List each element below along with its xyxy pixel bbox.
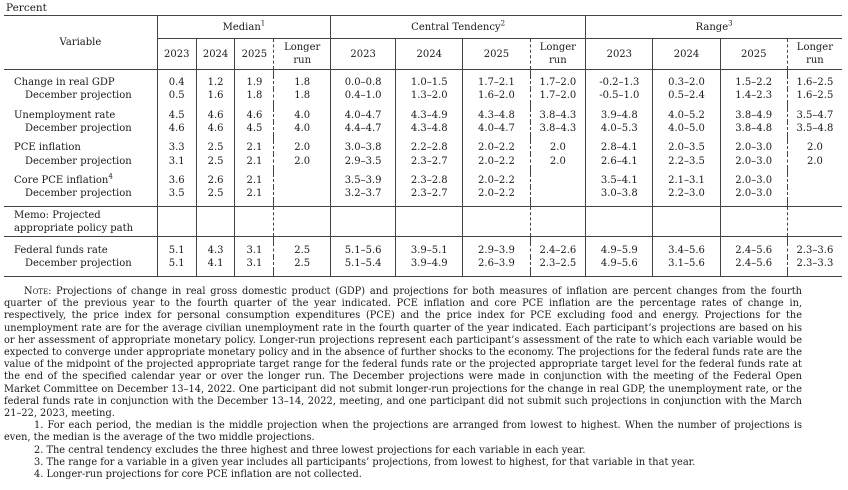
- longer-run-label: Longer: [796, 42, 833, 53]
- value-cell: 4.6: [235, 109, 274, 122]
- longer-run-label: Longer: [284, 42, 321, 53]
- range-year-header-1: 2024: [653, 39, 720, 70]
- value-cell: 3.5–3.9: [331, 174, 396, 187]
- value-cell: 1.0–1.5: [396, 76, 463, 89]
- value-cell: 2.2–3.5: [653, 154, 720, 167]
- value-cell: 5.1: [157, 257, 196, 270]
- value-cell: 4.3–4.8: [463, 109, 530, 122]
- value-cell: 1.3–2.0: [396, 89, 463, 102]
- value-cell: 2.8–4.1: [586, 141, 653, 154]
- note-paragraph: Note: Projections of change in real gross domestic product (GDP) and projections for both measures of inflation are percent changes from the fourth quarter of the previous year to the fourth quarter of the year indicated. PCE inflation and core PCE inflation are the percentage rates of change in, respectively, the price index for personal consumption expenditures (PCE) and the price index for PCE excluding food and energy. Projections for the unemployment rate are for the average civilian unemployment rate in the fourth quarter of the year indicated. Each participant’s projections are based on his or her assessment of appropriate monetary policy. Longer-run projections represent each participant’s assessment of the rate to which each variable would be expected to converge under appropriate monetary policy and in the absence of further shocks to the economy. The projections for the federal funds rate are the value of the midpoint of the projected appropriate target range for the federal funds rate or the projected appropriate target level for the federal funds rate at the end of the specified calendar year or over the longer run. The December projections were made in conjunction with the meeting of the Federal Open Market Committee on December 13–14, 2022. One participant did not submit longer-run projections for the change in real GDP, the unemployment rate, or the federal funds rate in conjunction with the December 13–14, 2022, meeting, and one participant did not submit such projections in conjunction with the March 21–22, 2023, meeting.: [4, 286, 802, 420]
- value-cell: [787, 174, 842, 187]
- value-cell: 2.2–2.8: [396, 141, 463, 154]
- value-cell: 3.8–4.8: [720, 122, 787, 135]
- value-cell: 3.8–4.9: [720, 109, 787, 122]
- memo-label: Memo: Projected appropriate policy path: [4, 207, 157, 237]
- value-cell: 2.0: [530, 154, 586, 167]
- notes-section: [4, 286, 802, 481]
- value-cell: 1.5–2.2: [720, 76, 787, 89]
- median-header: Median$^1$: [157, 16, 330, 39]
- value-cell: 2.0–3.0: [720, 174, 787, 187]
- table-row: [4, 89, 842, 102]
- value-cell: 1.7–2.0: [530, 76, 586, 89]
- value-cell: 3.9–5.1: [396, 243, 463, 256]
- table-row: [4, 243, 842, 256]
- value-cell: 2.5: [274, 257, 331, 270]
- value-cell: 3.8–4.3: [530, 122, 586, 135]
- value-cell: 2.4–5.6: [720, 257, 787, 270]
- longer-run-label-2: run: [549, 55, 567, 66]
- unit-label: Percent: [6, 2, 47, 14]
- value-cell: 4.9–5.6: [586, 257, 653, 270]
- value-cell: 3.1: [235, 257, 274, 270]
- value-cell: 4.6: [196, 109, 235, 122]
- value-cell: [530, 174, 586, 187]
- row-sublabel: December projection: [25, 155, 132, 167]
- table-row: [4, 154, 842, 167]
- value-cell: 1.8: [274, 76, 331, 89]
- value-cell: 2.3–3.6: [787, 243, 842, 256]
- value-cell: 4.0–5.0: [653, 122, 720, 135]
- value-cell: 2.9–3.5: [331, 154, 396, 167]
- footnote-2: 2. The central tendency excludes the three highest and three lowest projections for each variable in each year.: [34, 444, 586, 456]
- value-cell: 2.0–2.2: [463, 141, 530, 154]
- value-cell: 2.6: [196, 174, 235, 187]
- row-sublabel: December projection: [25, 257, 132, 269]
- value-cell: 4.6: [157, 122, 196, 135]
- table-row: [4, 174, 842, 187]
- value-cell: 2.0–3.5: [653, 141, 720, 154]
- value-cell: -0.2–1.3: [586, 76, 653, 89]
- value-cell: 4.3: [196, 243, 235, 256]
- ct-year-header-3: [530, 39, 586, 70]
- value-cell: 0.4–1.0: [331, 89, 396, 102]
- value-cell: 4.0: [274, 109, 331, 122]
- value-cell: 0.3–2.0: [653, 76, 720, 89]
- range-year-header-0: 2023: [586, 39, 653, 70]
- value-cell: 1.9: [235, 76, 274, 89]
- median-year-header-3: [274, 39, 331, 70]
- table-row: [4, 109, 842, 122]
- longer-run-label: Longer: [539, 42, 576, 53]
- value-cell: 2.3–2.5: [530, 257, 586, 270]
- value-cell: 4.5: [157, 109, 196, 122]
- value-cell: 3.1: [157, 154, 196, 167]
- value-cell: 2.0–2.2: [463, 187, 530, 200]
- longer-run-label-2: run: [806, 55, 824, 66]
- value-cell: 2.1–3.1: [653, 174, 720, 187]
- row-sublabel: December projection: [25, 123, 132, 135]
- footnote-3: 3. The range for a variable in a given year includes all participants’ projections, from lowest to highest, for that variable in that year.: [34, 456, 696, 468]
- median-year-header-0: 2023: [157, 39, 196, 70]
- value-cell: 2.5: [196, 187, 235, 200]
- central-tendency-header: Central Tendency$^2$: [331, 16, 586, 39]
- value-cell: 2.0–3.0: [720, 154, 787, 167]
- value-cell: 2.0–3.0: [720, 141, 787, 154]
- value-cell: 1.4–2.3: [720, 89, 787, 102]
- table-row: [4, 122, 842, 135]
- value-cell: 2.9–3.9: [463, 243, 530, 256]
- value-cell: 4.0–5.2: [653, 109, 720, 122]
- value-cell: 1.8: [274, 89, 331, 102]
- table-row: [4, 76, 842, 89]
- row-sublabel: December projection: [25, 90, 132, 102]
- value-cell: 4.0–4.7: [331, 109, 396, 122]
- value-cell: 4.3–4.8: [396, 122, 463, 135]
- range-header: Range$^3$: [586, 16, 842, 39]
- value-cell: 5.1: [157, 243, 196, 256]
- value-cell: 2.4–2.6: [530, 243, 586, 256]
- value-cell: 2.5: [196, 141, 235, 154]
- value-cell: 3.3: [157, 141, 196, 154]
- value-cell: 2.0: [787, 154, 842, 167]
- value-cell: 2.6–3.9: [463, 257, 530, 270]
- value-cell: 4.0: [274, 122, 331, 135]
- value-cell: 4.4–4.7: [331, 122, 396, 135]
- value-cell: [787, 187, 842, 200]
- table-row: [4, 141, 842, 154]
- value-cell: 3.1: [235, 243, 274, 256]
- row-sublabel: December projection: [25, 188, 132, 200]
- value-cell: 2.1: [235, 187, 274, 200]
- value-cell: 3.5–4.7: [787, 109, 842, 122]
- value-cell: 2.1: [235, 154, 274, 167]
- value-cell: 2.5: [196, 154, 235, 167]
- value-cell: 1.7–2.1: [463, 76, 530, 89]
- value-cell: 0.5: [157, 89, 196, 102]
- value-cell: 3.5–4.8: [787, 122, 842, 135]
- value-cell: 2.0–2.2: [463, 154, 530, 167]
- value-cell: 1.6: [196, 89, 235, 102]
- value-cell: [530, 187, 586, 200]
- value-cell: 3.9–4.9: [396, 257, 463, 270]
- value-cell: 3.6: [157, 174, 196, 187]
- value-cell: 4.1: [196, 257, 235, 270]
- value-cell: 2.0: [530, 141, 586, 154]
- value-cell: 1.2: [196, 76, 235, 89]
- value-cell: 2.6–4.1: [586, 154, 653, 167]
- value-cell: 1.6–2.5: [787, 89, 842, 102]
- ct-year-header-1: 2024: [396, 39, 463, 70]
- projections-table: [4, 15, 842, 277]
- value-cell: 3.5: [157, 187, 196, 200]
- value-cell: 3.5–4.1: [586, 174, 653, 187]
- table-row: [4, 187, 842, 200]
- value-cell: 0.4: [157, 76, 196, 89]
- footnote-1: 1. For each period, the median is the middle projection when the projections are arranged from lowest to highest. When the number of projections is even, the median is the average of the two middle projections.: [4, 420, 802, 444]
- variable-header: Variable: [4, 16, 157, 70]
- value-cell: 2.0–2.2: [463, 174, 530, 187]
- range-year-header-2: 2025: [720, 39, 787, 70]
- longer-run-label-2: run: [293, 55, 312, 66]
- value-cell: 4.3–4.9: [396, 109, 463, 122]
- value-cell: 0.5–2.4: [653, 89, 720, 102]
- row-label: Core PCE inflation$^4$: [14, 172, 113, 186]
- value-cell: 4.0–4.7: [463, 122, 530, 135]
- range-year-header-3: [787, 39, 842, 70]
- value-cell: 3.2–3.7: [331, 187, 396, 200]
- value-cell: 4.5: [235, 122, 274, 135]
- value-cell: 1.7–2.0: [530, 89, 586, 102]
- value-cell: 2.5: [274, 243, 331, 256]
- table-row: [4, 257, 842, 270]
- value-cell: 2.3–2.8: [396, 174, 463, 187]
- value-cell: 2.2–3.0: [653, 187, 720, 200]
- value-cell: 4.9–5.9: [586, 243, 653, 256]
- value-cell: 3.8–4.3: [530, 109, 586, 122]
- value-cell: 5.1–5.6: [331, 243, 396, 256]
- value-cell: 4.0–5.3: [586, 122, 653, 135]
- value-cell: 3.0–3.8: [586, 187, 653, 200]
- value-cell: [274, 174, 331, 187]
- value-cell: 1.6–2.5: [787, 76, 842, 89]
- median-year-header-1: 2024: [196, 39, 235, 70]
- value-cell: 2.0–3.0: [720, 187, 787, 200]
- ct-year-header-0: 2023: [331, 39, 396, 70]
- footnote-4: 4. Longer-run projections for core PCE inflation are not collected.: [34, 469, 362, 481]
- value-cell: 2.1: [235, 174, 274, 187]
- value-cell: 2.0: [274, 154, 331, 167]
- row-label: PCE inflation: [14, 142, 81, 154]
- row-label: Federal funds rate: [14, 244, 108, 256]
- value-cell: 2.3–3.3: [787, 257, 842, 270]
- value-cell: 5.1–5.4: [331, 257, 396, 270]
- value-cell: 0.0–0.8: [331, 76, 396, 89]
- value-cell: 2.4–5.6: [720, 243, 787, 256]
- median-year-header-2: 2025: [235, 39, 274, 70]
- value-cell: 2.0: [787, 141, 842, 154]
- value-cell: -0.5–1.0: [586, 89, 653, 102]
- value-cell: 2.3–2.7: [396, 187, 463, 200]
- value-cell: 1.8: [235, 89, 274, 102]
- value-cell: 2.0: [274, 141, 331, 154]
- value-cell: 3.9–4.8: [586, 109, 653, 122]
- value-cell: 4.6: [196, 122, 235, 135]
- value-cell: 3.4–5.6: [653, 243, 720, 256]
- value-cell: 3.0–3.8: [331, 141, 396, 154]
- ct-year-header-2: 2025: [463, 39, 530, 70]
- value-cell: 2.3–2.7: [396, 154, 463, 167]
- value-cell: 1.6–2.0: [463, 89, 530, 102]
- row-label: Change in real GDP: [14, 77, 115, 89]
- value-cell: [274, 187, 331, 200]
- value-cell: 2.1: [235, 141, 274, 154]
- row-label: Unemployment rate: [14, 109, 116, 121]
- value-cell: 3.1–5.6: [653, 257, 720, 270]
